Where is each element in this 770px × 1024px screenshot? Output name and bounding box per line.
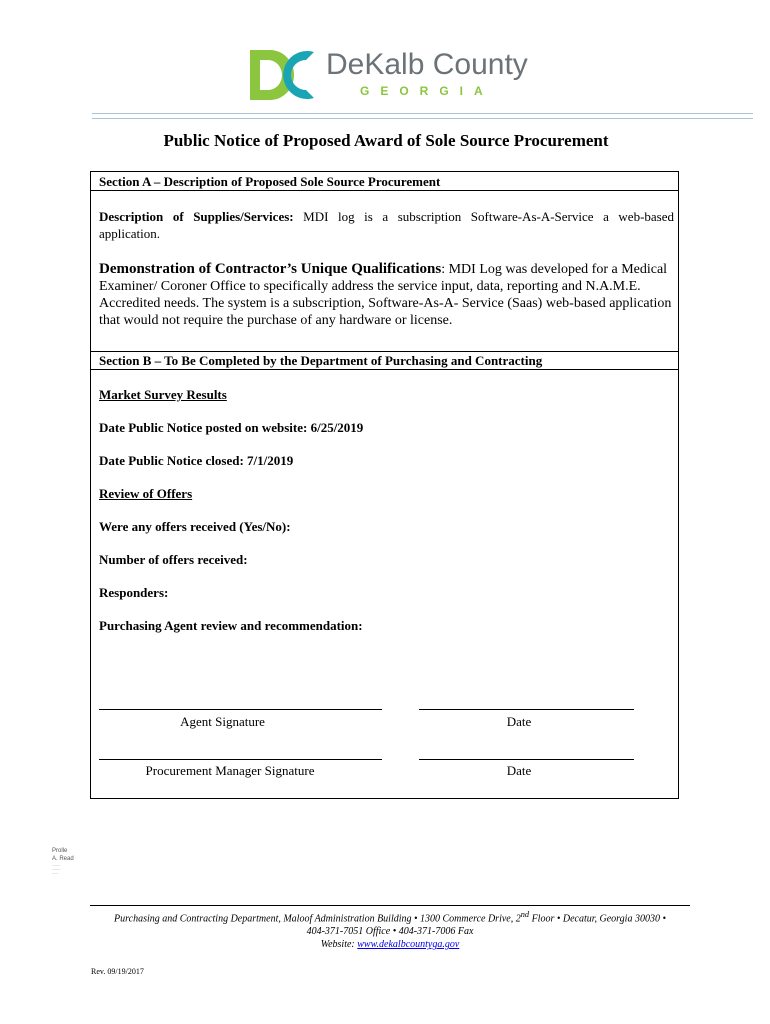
stamp-line-2: A. Read: [52, 856, 74, 862]
footer-rule: [90, 905, 690, 906]
manager-signature-line: [99, 759, 382, 760]
section-b-heading: Section B – To Be Completed by the Department of Purchasing and Contracting: [99, 353, 543, 368]
website-link[interactable]: www.dekalbcountyga.gov: [357, 939, 460, 951]
stamp-line-1: Prolle: [52, 848, 68, 854]
offers-received-label: Were any offers received (Yes/No):: [99, 519, 291, 534]
revision-date: Rev. 09/19/2017: [91, 967, 144, 976]
date-closed: Date Public Notice closed: 7/1/2019: [99, 453, 294, 468]
qualifications-label: Demonstration of Contractor’s Unique Qualifications: [99, 261, 442, 277]
section-a-divider: [91, 190, 678, 191]
number-offers-label: Number of offers received:: [99, 552, 248, 567]
section-a-heading: Section A – Description of Proposed Sole Source Procurement: [99, 174, 441, 189]
page-title: Public Notice of Proposed Award of Sole Source Procurement: [163, 131, 609, 150]
footer-website: Website: www.dekalbcountyga.gov: [320, 939, 460, 951]
supplies-text: MDI log is a subscription Software-As-A-Service a web-based application.: [99, 209, 674, 241]
supplies-label: Description of Supplies/Services:: [99, 209, 294, 224]
agent-signature-line: [99, 709, 382, 710]
dekalb-county-logo: [248, 48, 538, 104]
section-b-top-divider: [91, 351, 678, 352]
state-name: GEORGIA: [360, 84, 494, 98]
responders-label: Responders:: [99, 585, 169, 600]
header-rule-bottom: [92, 118, 753, 119]
header-rule-top: [92, 113, 753, 114]
agent-date-label: Date: [506, 714, 532, 729]
manager-signature-label: Procurement Manager Signature: [145, 763, 315, 778]
manager-date-line: [419, 759, 634, 760]
county-name: DeKalb County: [326, 48, 528, 81]
section-b-divider: [91, 369, 678, 370]
qualifications-text: : MDI Log was developed for a Medical Examiner/ Coroner Office to specifically address the service input, data, reporting and N.A.M.E. Accredited needs. The system is a subscription, Software-As-A- Service (Saas) web-based application that would not require the purchase of any hardware or license.: [99, 262, 672, 328]
agent-signature-label: Agent Signature: [180, 714, 265, 729]
market-survey-heading: Market Survey Results: [99, 387, 227, 402]
footer-phone: 404-371-7051 Office • 404-371-7006 Fax: [306, 926, 474, 938]
qualifications-description: [99, 261, 677, 329]
date-posted: Date Public Notice posted on website: 6/25/2019: [99, 420, 364, 435]
stamp-fine-print: ──── ──── ───: [52, 863, 61, 875]
footer: [80, 908, 700, 951]
signature-stamp: [52, 847, 74, 875]
notice-form-box: [90, 171, 679, 799]
footer-address: Purchasing and Contracting Department, Maloof Administration Building • 1300 Commerce Drive, 2nd Floor • Decatur, Georgia 30030 •: [114, 910, 666, 925]
manager-date-label: Date: [506, 763, 532, 778]
agent-review-label: Purchasing Agent review and recommendation:: [99, 618, 363, 633]
agent-date-line: [419, 709, 634, 710]
review-offers-heading: Review of Offers: [99, 486, 193, 501]
dc-logo-mark-icon: [248, 48, 320, 102]
supplies-description: [99, 208, 674, 242]
